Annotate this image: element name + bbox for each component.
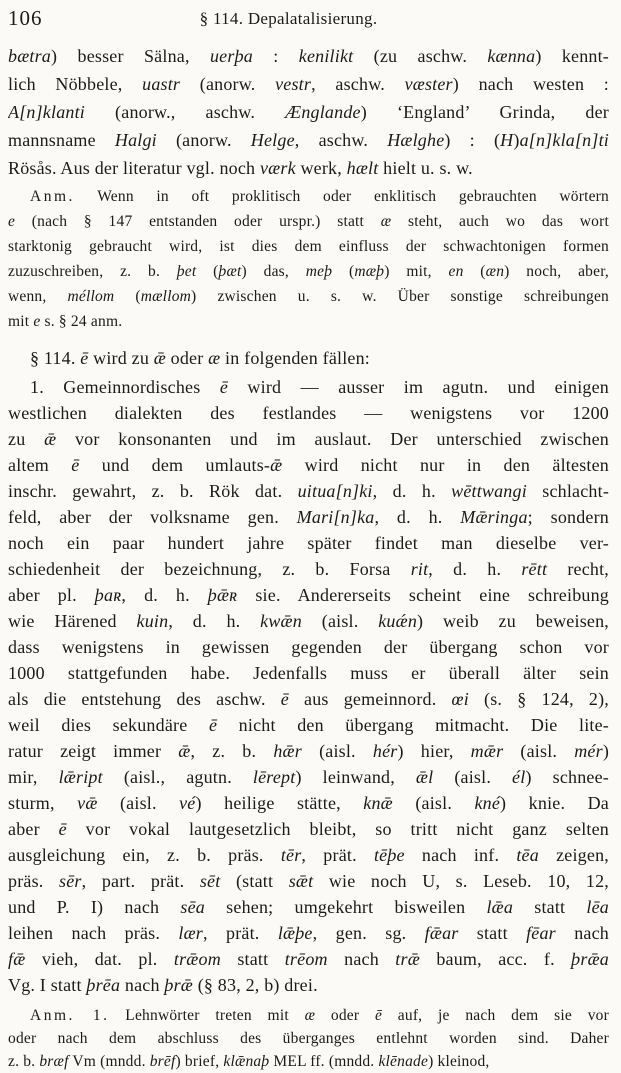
text-segment: vor konsonanten und im auslaut. Der unterschied zwischen xyxy=(56,429,609,449)
text-segment: (statt xyxy=(220,871,289,891)
italic-term: trǣ xyxy=(395,949,420,969)
italic-term: trǣom xyxy=(173,949,221,969)
italic-term: tēa xyxy=(516,845,539,865)
italic-term: knǣ xyxy=(363,793,393,813)
italic-term: Helge xyxy=(250,130,295,150)
italic-term: Ænglande xyxy=(285,102,361,122)
text-line xyxy=(8,1004,609,1027)
text-segment: zeigen, xyxy=(538,845,609,865)
italic-term: lǣþe xyxy=(277,923,313,943)
italic-term: Halgi xyxy=(114,130,157,150)
italic-term: þrēa xyxy=(86,975,121,995)
italic-term: uastr xyxy=(142,74,181,94)
text-segment: oder xyxy=(165,348,209,368)
intro-paragraph xyxy=(8,42,609,182)
text-line xyxy=(8,790,609,816)
text-segment: sehen; umgekehrt bisweilen xyxy=(205,897,487,917)
text-segment: , prät. xyxy=(203,923,278,943)
text-segment: ) heilige stätte, xyxy=(195,793,364,813)
text-segment: dass wenigstens in gewissen gegenden der übergang schon vor xyxy=(8,637,609,657)
italic-term: ē xyxy=(219,377,229,397)
text-segment: wird zu xyxy=(88,348,154,368)
italic-term: uerþa xyxy=(209,46,253,66)
text-segment: nach xyxy=(120,975,165,995)
text-segment: (anorw. xyxy=(180,74,276,94)
text-segment: inschr. gewahrt, z. b. Rök dat. xyxy=(8,481,298,501)
italic-term: lǣript xyxy=(58,767,103,787)
italic-term: ǣ xyxy=(44,429,57,449)
italic-term: fǣar xyxy=(424,923,459,943)
italic-term: tēr xyxy=(280,845,302,865)
text-line xyxy=(8,556,609,582)
italic-term: Mǣringa xyxy=(460,507,528,527)
italic-term: él xyxy=(512,767,526,787)
text-segment: wie Härened xyxy=(8,611,137,631)
text-segment: sie. Andererseits scheint eine schreibung xyxy=(237,585,609,605)
italic-term: æ xyxy=(208,348,221,368)
italic-term: brēf xyxy=(149,1053,176,1070)
text-line xyxy=(8,374,609,400)
text-segment: Anm. 1. xyxy=(30,1007,110,1024)
text-segment: , d. h. xyxy=(168,611,261,631)
text-line xyxy=(8,972,609,998)
text-segment: ) brief, xyxy=(175,1053,224,1070)
italic-term: lērept xyxy=(252,767,296,787)
italic-term: bætra xyxy=(8,46,52,66)
text-segment: starktonig gebraucht wird, ist dies dem einfluss der schwachtonigen formen xyxy=(8,238,609,255)
text-segment: (s. § 124, 2), xyxy=(468,689,609,709)
text-segment: in folgenden fällen: xyxy=(220,348,371,368)
text-segment: Anm. xyxy=(30,188,75,205)
italic-term: æ xyxy=(380,213,392,230)
italic-term: vǣ xyxy=(77,793,98,813)
text-line xyxy=(8,426,609,452)
italic-term: værk xyxy=(259,158,296,178)
text-segment: leihen nach präs. xyxy=(8,923,179,943)
text-segment: ) : ( xyxy=(444,130,501,150)
text-segment: ) knie. Da xyxy=(500,793,609,813)
italic-term: A[n]klanti xyxy=(8,102,85,122)
text-segment: präs. xyxy=(8,871,60,891)
text-segment: (aisl. xyxy=(301,611,379,631)
text-line xyxy=(8,126,609,154)
text-segment: westlichen dialekten des festlandes — wenigstens vor 1200 xyxy=(8,403,609,423)
italic-term: sēr xyxy=(59,871,82,891)
text-segment: (anorw., aschw. xyxy=(85,102,286,122)
italic-term: þaʀ xyxy=(94,585,122,605)
italic-term: þǣʀ xyxy=(207,585,238,605)
italic-term: æn xyxy=(485,263,505,280)
italic-term: méllom xyxy=(67,288,115,305)
text-segment: baum, acc. f. xyxy=(419,949,572,969)
text-segment: Lehnwörter treten mit xyxy=(109,1007,305,1024)
text-line xyxy=(8,478,609,504)
text-segment: nach xyxy=(327,949,396,969)
text-segment: ) ‘England’ Grinda, der xyxy=(360,102,609,122)
text-line xyxy=(8,344,609,372)
text-segment: (zu aschw. xyxy=(353,46,488,66)
text-segment: aber pl. xyxy=(8,585,95,605)
text-line xyxy=(8,582,609,608)
italic-term: Mari[n]ka xyxy=(296,507,375,527)
text-segment: statt xyxy=(513,897,587,917)
italic-term: vestr xyxy=(275,74,312,94)
text-segment: vieh, dat. pl. xyxy=(25,949,174,969)
italic-term: e xyxy=(8,213,16,230)
text-segment: statt xyxy=(220,949,285,969)
text-line xyxy=(8,738,609,764)
italic-term: ē xyxy=(280,689,289,709)
text-segment: hielt u. s. w. xyxy=(378,158,473,178)
text-segment: ( xyxy=(196,263,219,280)
text-segment: (aisl., agutn. xyxy=(102,767,253,787)
text-segment: mit xyxy=(8,313,34,330)
text-segment: z. b. xyxy=(8,1053,40,1070)
text-segment: , gen. sg. xyxy=(312,923,425,943)
italic-term: lēa xyxy=(586,897,609,917)
text-segment: auf, je nach dem sie vor xyxy=(382,1007,609,1024)
text-line xyxy=(8,154,609,182)
italic-term: e xyxy=(33,313,41,330)
italic-term: rit xyxy=(410,559,429,579)
text-segment: werk, xyxy=(295,158,347,178)
italic-term: ē xyxy=(208,715,218,735)
text-segment: zuzuschreiben, z. b. xyxy=(8,263,177,280)
text-segment: steht, auch wo das wort xyxy=(391,213,609,230)
italic-term: fēar xyxy=(526,923,556,943)
text-segment: weil dies sekundäre xyxy=(8,715,209,735)
text-segment: ) leinwand, xyxy=(295,767,416,787)
text-segment: nicht den übergang mitmacht. Die lite- xyxy=(217,715,609,735)
italic-term: trēom xyxy=(284,949,328,969)
italic-term: mæþ xyxy=(354,263,385,280)
text-line xyxy=(8,184,609,209)
italic-term: þrǣ xyxy=(164,975,193,995)
text-segment: ( xyxy=(332,263,355,280)
text-segment: noch ein paar hundert jahre später findet man dieselbe ver- xyxy=(8,533,609,553)
text-segment: ratur zeigt immer xyxy=(8,741,179,761)
text-segment: ) hier, xyxy=(397,741,471,761)
text-line xyxy=(8,452,609,478)
italic-term: hér xyxy=(372,741,398,761)
page-header xyxy=(8,6,609,32)
text-line xyxy=(8,530,609,556)
text-segment: mannsname xyxy=(8,130,115,150)
italic-term: mǣr xyxy=(470,741,504,761)
text-segment: ) noch, aber, xyxy=(504,263,609,280)
running-title: § 114. Depalatalisierung. xyxy=(199,9,378,28)
text-segment: vor vokal lautgesetzlich bleibt, so tritt nicht ganz selten xyxy=(66,819,609,839)
text-line xyxy=(8,712,609,738)
text-line xyxy=(8,259,609,284)
text-segment: : xyxy=(252,46,299,66)
text-segment: und P. I) nach xyxy=(8,897,181,917)
text-segment: (aisl. xyxy=(301,741,373,761)
italic-term: mællom xyxy=(140,288,192,305)
italic-term: þæt xyxy=(218,263,242,280)
text-segment: MEL ff. (mndd. xyxy=(269,1053,379,1070)
italic-term: uitua[n]ki xyxy=(297,481,373,501)
anmerkung-paragraph xyxy=(8,184,609,334)
italic-term: kuin xyxy=(136,611,169,631)
text-line xyxy=(8,842,609,868)
text-line xyxy=(8,42,609,70)
italic-term: væster xyxy=(404,74,453,94)
text-segment: nach xyxy=(555,923,609,943)
text-segment: (anorw. xyxy=(156,130,251,150)
italic-term: tēþe xyxy=(373,845,405,865)
italic-term: bræf xyxy=(39,1053,69,1070)
italic-term: hælt xyxy=(346,158,379,178)
text-segment: , d. h. xyxy=(428,559,522,579)
text-segment: aber xyxy=(8,819,59,839)
text-segment: ) nach westen : xyxy=(452,74,609,94)
italic-term: sēt xyxy=(199,871,221,891)
italic-term: kenilikt xyxy=(298,46,354,66)
text-segment: ) xyxy=(602,741,609,761)
text-segment: (aisl. xyxy=(392,793,475,813)
text-segment: ) xyxy=(513,130,520,150)
text-segment: , aschw. xyxy=(294,130,388,150)
text-segment: schiedenheit der bezeichnung, z. b. Forsa xyxy=(8,559,411,579)
text-line xyxy=(8,209,609,234)
italic-term: ē xyxy=(58,819,67,839)
text-segment: schlacht- xyxy=(526,481,609,501)
page-number: 106 xyxy=(8,6,43,30)
italic-term: ē xyxy=(374,1007,383,1024)
text-segment: statt xyxy=(458,923,527,943)
italic-term: meþ xyxy=(305,263,333,280)
text-segment: ) kennt- xyxy=(535,46,609,66)
italic-term: lǣa xyxy=(486,897,514,917)
text-segment: § 114. xyxy=(30,348,81,368)
text-segment: , d. h. xyxy=(372,481,452,501)
italic-term: klēnade xyxy=(378,1053,429,1070)
text-line xyxy=(8,764,609,790)
italic-term: ǣ xyxy=(178,741,191,761)
text-line xyxy=(8,660,609,686)
text-segment: sturm, xyxy=(8,793,78,813)
text-line xyxy=(8,98,609,126)
italic-term: ǣ xyxy=(153,348,166,368)
text-segment: wird nicht nur in den ältesten xyxy=(282,455,609,475)
text-segment: lich Nöbbele, xyxy=(8,74,143,94)
text-segment: , d. h. xyxy=(121,585,208,605)
text-segment: ( xyxy=(114,288,141,305)
text-line xyxy=(8,309,609,334)
text-line xyxy=(8,686,609,712)
text-segment: (nach § 147 entstanden oder urspr.) statt xyxy=(15,213,381,230)
italic-term: a[n]kla[n]ti xyxy=(519,130,609,150)
text-line xyxy=(8,816,609,842)
italic-term: fǣ xyxy=(8,949,26,969)
text-segment: ) das, xyxy=(241,263,306,280)
italic-term: kwǣn xyxy=(260,611,302,631)
text-segment: , z. b. xyxy=(190,741,274,761)
italic-term: æ xyxy=(304,1007,316,1024)
italic-term: H xyxy=(500,130,514,150)
text-segment: , prät. xyxy=(301,845,374,865)
text-segment: feld, aber der volksname gen. xyxy=(8,507,297,527)
italic-term: kné xyxy=(474,793,501,813)
italic-term: ē xyxy=(80,348,89,368)
anmerkung-1-paragraph xyxy=(8,1004,609,1073)
italic-term: ǣl xyxy=(415,767,434,787)
text-line xyxy=(8,284,609,309)
text-segment: ) mit, xyxy=(384,263,449,280)
text-segment: zu xyxy=(8,429,45,449)
text-segment: ausgleichung ein, z. b. präs. xyxy=(8,845,281,865)
text-segment: (§ 83, 2, b) drei. xyxy=(193,975,318,995)
section-heading xyxy=(8,344,609,372)
italic-term: sǣt xyxy=(288,871,314,891)
text-segment: s. § 24 anm. xyxy=(40,313,123,330)
italic-term: rētt xyxy=(521,559,548,579)
text-segment: wenn, xyxy=(8,288,68,305)
text-segment: , aschw. xyxy=(311,74,405,94)
text-segment: oder xyxy=(315,1007,375,1024)
text-segment: ( xyxy=(463,263,486,280)
italic-term: ǣ xyxy=(270,455,283,475)
text-segment: ) weib zu beweisen, xyxy=(417,611,609,631)
text-line xyxy=(8,504,609,530)
text-segment: nach inf. xyxy=(404,845,517,865)
italic-term: þet xyxy=(176,263,197,280)
text-segment: 1. Gemeinnordisches xyxy=(30,377,220,397)
text-blocks xyxy=(8,42,609,1073)
italic-term: wēttwangi xyxy=(451,481,527,501)
text-segment: recht, xyxy=(547,559,609,579)
italic-term: kuǽn xyxy=(378,611,418,631)
text-segment: aus gemeinnord. xyxy=(288,689,452,709)
text-segment: und dem umlauts- xyxy=(79,455,271,475)
text-segment: ) schnee- xyxy=(525,767,609,787)
text-line xyxy=(8,634,609,660)
text-line xyxy=(8,1027,609,1050)
italic-term: klǣnaþ xyxy=(223,1053,270,1070)
italic-term: ē xyxy=(71,455,80,475)
text-segment: (aisl. xyxy=(433,767,513,787)
italic-term: lær xyxy=(178,923,204,943)
italic-term: þrǣa xyxy=(571,949,609,969)
italic-term: œi xyxy=(451,689,469,709)
italic-term: Hælghe xyxy=(387,130,445,150)
text-segment: 1000 stattgefunden habe. Jedenfalls muss er überall älter sein xyxy=(8,663,609,683)
text-segment: (aisl. xyxy=(503,741,575,761)
text-segment: Vm (mndd. xyxy=(68,1053,150,1070)
text-segment: ) besser Sälna, xyxy=(51,46,210,66)
text-segment: wie noch U, s. Leseb. 10, 12, xyxy=(313,871,609,891)
italic-term: kænna xyxy=(487,46,536,66)
text-line xyxy=(8,868,609,894)
italic-term: sēa xyxy=(180,897,205,917)
text-segment: , part. prät. xyxy=(81,871,200,891)
text-segment: ) kleinod, xyxy=(428,1053,490,1070)
text-segment: altem xyxy=(8,455,72,475)
italic-term: vé xyxy=(179,793,196,813)
text-line xyxy=(8,946,609,972)
text-segment: oder nach dem abschluss des überganges entlehnt worden sind. Daher xyxy=(8,1030,609,1047)
italic-term: hǣr xyxy=(273,741,302,761)
text-segment: Rösås. Aus der literatur vgl. noch xyxy=(8,158,260,178)
italic-term: mér xyxy=(574,741,603,761)
text-segment: (aisl. xyxy=(97,793,180,813)
text-line xyxy=(8,894,609,920)
text-segment: Vg. I statt xyxy=(8,975,87,995)
italic-term: en xyxy=(448,263,464,280)
text-line xyxy=(8,70,609,98)
text-line xyxy=(8,234,609,259)
text-line xyxy=(8,400,609,426)
text-segment: ) zwischen u. s. w. Über sonstige schreibungen xyxy=(191,288,609,305)
text-segment: wird — ausser im agutn. und einigen xyxy=(228,377,609,397)
text-segment: , d. h. xyxy=(374,507,461,527)
text-segment: als die entstehung des aschw. xyxy=(8,689,281,709)
main-paragraph xyxy=(8,374,609,998)
text-segment: Wenn in oft proklitisch oder enklitisch gebrauchten wörtern xyxy=(74,188,609,205)
text-segment: ; sondern xyxy=(527,507,609,527)
text-segment: mir, xyxy=(8,767,59,787)
text-line xyxy=(8,920,609,946)
text-line xyxy=(8,608,609,634)
